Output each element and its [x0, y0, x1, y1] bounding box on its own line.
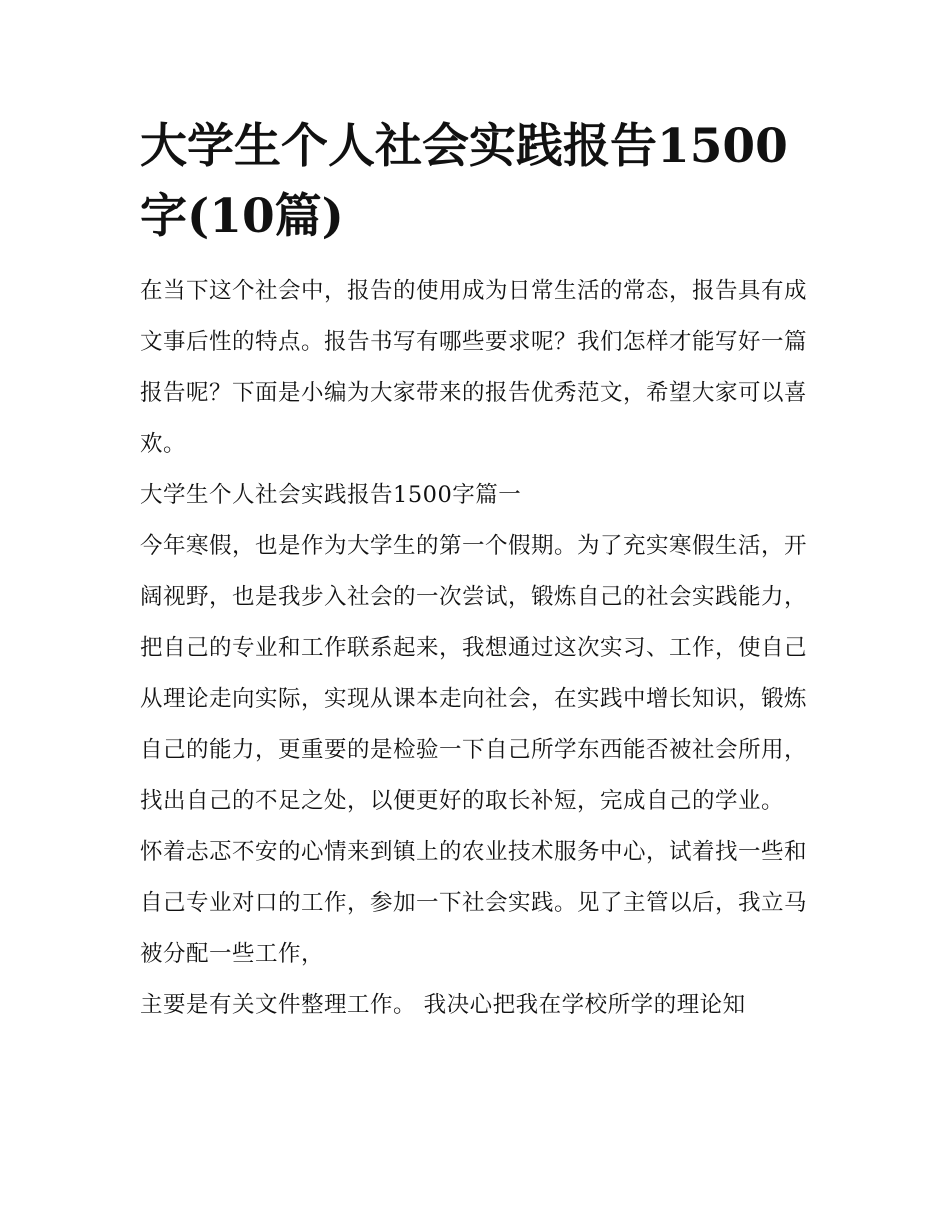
- body-paragraph: 怀着忐忑不安的心情来到镇上的农业技术服务中心，试着找一些和自己专业对口的工作，参加一下社会实践。见了主管以后，我立马被分配一些工作，: [140, 839, 808, 967]
- section-heading: 大学生个人社会实践报告1500字篇一: [140, 482, 522, 508]
- body-paragraph: 今年寒假，也是作为大学生的第一个假期。为了充实寒假生活，开阔视野，也是我步入社会的一次尝试，锻炼自己的社会实践能力，把自己的专业和工作联系起来，我想通过这次实习、工作，使自己从理论走向实际，实现从课本走向社会，在实践中增长知识，锻炼自己的能力，更重要的是检验一下自己所学东西能否被社会所用，找出自己的不足之处，以便更好的取长补短，完成自己的学业。: [140, 533, 808, 814]
- intro-paragraph: 在当下这个社会中，报告的使用成为日常生活的常态，报告具有成文事后性的特点。报告书写有哪些要求呢？我们怎样才能写好一篇报告呢？下面是小编为大家带来的报告优秀范文，希望大家可以喜欢。: [140, 278, 808, 457]
- document-body: [140, 112, 812, 1031]
- body-paragraph: 主要是有关文件整理工作。 我决心把我在学校所学的理论知: [140, 992, 746, 1018]
- document-title: 大学生个人社会实践报告1500字(10篇): [140, 119, 788, 244]
